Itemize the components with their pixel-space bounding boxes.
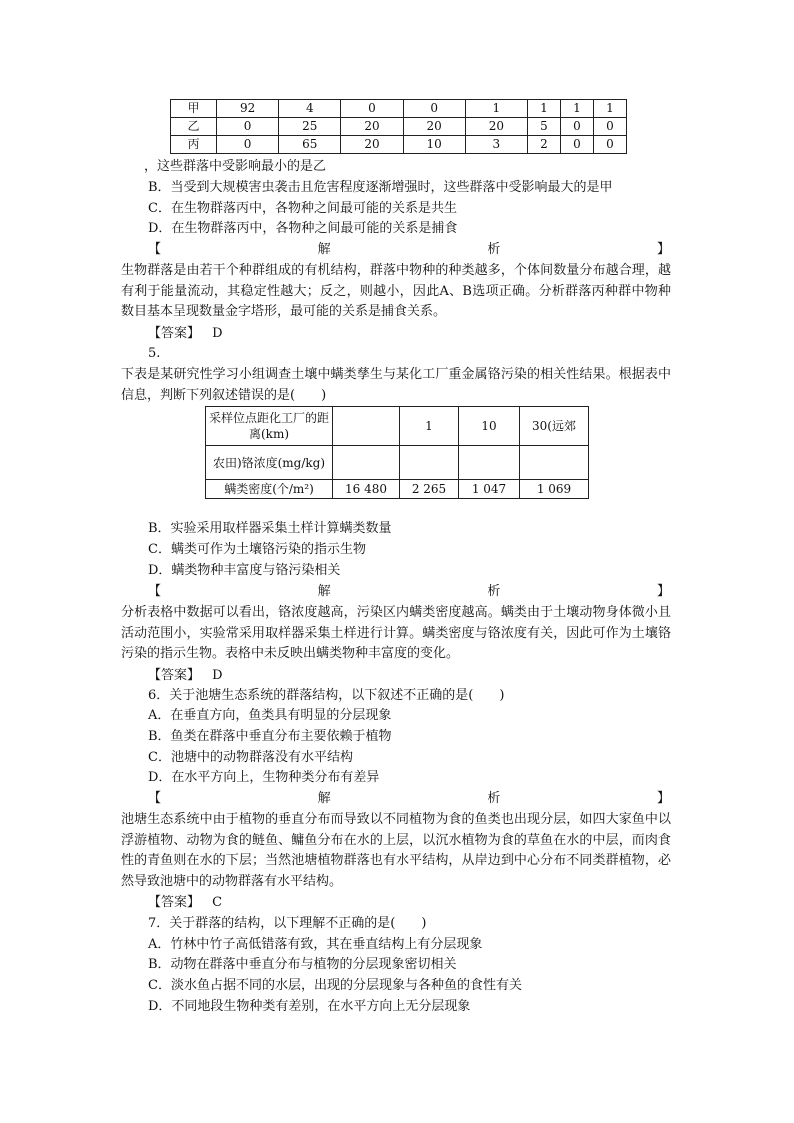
bracket-open: 【 [148, 791, 162, 806]
q6-analysis-heading [148, 789, 670, 809]
table-cell: 1 069 [520, 480, 589, 499]
table-row [206, 446, 589, 480]
table-cell: 1 [527, 100, 560, 118]
table-cell: 20 [341, 118, 403, 136]
table-cell: 20 [403, 118, 465, 136]
table-cell: 0 [560, 118, 593, 136]
q4-answer [148, 324, 223, 344]
table-row [171, 136, 627, 154]
table-cell: 20 [465, 118, 527, 136]
table-cell: 0 [217, 136, 279, 154]
table-cell: 1 [400, 407, 459, 446]
table-cell: 65 [279, 136, 341, 154]
q5-stem: 下表是某研究性学习小组调查土壤中螨类孳生与某化工厂重金属铬污染的相关性结果。根据表中信息，判断下列叙述错误的是( ) [121, 367, 671, 403]
table-cell [520, 446, 589, 480]
table-cell: 1 [560, 100, 593, 118]
answer-label: 【答案】 [148, 895, 201, 910]
answer-value: D [212, 326, 223, 341]
bracket-close: 】 [656, 791, 670, 806]
table-cell [333, 407, 400, 446]
answer-value: D [212, 668, 223, 683]
table-row [206, 407, 589, 446]
q5-number: 5. [148, 346, 161, 361]
table-row [171, 118, 627, 136]
answer-value: C [212, 895, 223, 910]
analysis-char: 析 [487, 584, 501, 599]
table-cell: 5 [527, 118, 560, 136]
analysis-char: 解 [317, 242, 331, 257]
table-cell: 3 [465, 136, 527, 154]
table-cell: 农田)铬浓度(mg/kg) [206, 446, 333, 480]
bracket-open: 【 [148, 584, 162, 599]
table-cell: 0 [217, 118, 279, 136]
table-cell: 16 480 [333, 480, 400, 499]
table-cell: 0 [560, 136, 593, 154]
q4-option-c: C．在生物群落丙中，各物种之间最可能的关系是共生 [148, 201, 457, 216]
bracket-close: 】 [656, 584, 670, 599]
table-row [206, 480, 589, 499]
table-cell: 1 [593, 100, 626, 118]
q5-analysis-text: 分析表格中数据可以看出，铬浓度越高，污染区内螨类密度越高。螨类由于土壤动物身体微小且活动范围小，实验常采用取样器采集土样进行计算。螨类密度与铬浓度有关，因此可作为土壤铬污染的指示生物。表格中未反映出螨类物种丰富度的变化。 [121, 605, 671, 661]
q5-option-c: C．螨类可作为土壤铬污染的指示生物 [148, 542, 366, 557]
q6-option-b: B．鱼类在群落中垂直分布主要依赖于植物 [148, 729, 392, 744]
q7-option-d: D．不同地段生物种类有差别，在水平方向上无分层现象 [148, 999, 471, 1014]
table-cell: 0 [593, 136, 626, 154]
table-cell: 0 [403, 100, 465, 118]
table-cell: 2 [527, 136, 560, 154]
table-cell: 30(远郊 [520, 407, 589, 446]
analysis-char: 析 [487, 242, 501, 257]
q6-stem: 6．关于池塘生态系统的群落结构，以下叙述不正确的是( ) [148, 688, 505, 703]
table-cell: 0 [593, 118, 626, 136]
analysis-char: 析 [487, 791, 501, 806]
row-label: 乙 [171, 118, 217, 136]
table-cell: 25 [279, 118, 341, 136]
q7-stem: 7．关于群落的结构，以下理解不正确的是( ) [148, 916, 427, 931]
analysis-char: 解 [317, 584, 331, 599]
q7-option-b: B．动物在群落中垂直分布与植物的分层现象密切相关 [148, 957, 457, 972]
table-cell [400, 446, 459, 480]
answer-label: 【答案】 [148, 668, 201, 683]
q5-analysis-heading [148, 582, 670, 602]
table-cell: 螨类密度(个/m²) [206, 480, 333, 499]
table-cell: 10 [403, 136, 465, 154]
table-cell: 4 [279, 100, 341, 118]
q5-option-d: D．螨类物种丰富度与铬污染相关 [148, 563, 341, 578]
bracket-close: 】 [656, 242, 670, 257]
q7-option-c: C．淡水鱼占据不同的水层，出现的分层现象与各种鱼的食性有关 [148, 978, 522, 993]
table-cell: 1 047 [459, 480, 520, 499]
table-cell: 采样位点距化工厂的距离(km) [206, 407, 333, 446]
q5-answer [148, 666, 223, 686]
q6-answer [148, 893, 222, 913]
mite-table [205, 406, 589, 499]
q4-analysis-heading [148, 240, 670, 260]
q4-analysis-text: 生物群落是由若干个种群组成的有机结构，群落中物种的种类越多，个体间数量分布越合理，越有利于能量流动，其稳定性越大；反之，则越小，因此A、B选项正确。分析群落丙种群中物种数目基本呈现数量金字塔形，最可能的关系是捕食关系。 [121, 263, 671, 319]
q7-option-a: A．竹林中竹子高低错落有致，其在垂直结构上有分层现象 [148, 937, 483, 952]
q4-option-d: D．在生物群落丙中，各物种之间最可能的关系是捕食 [148, 221, 458, 236]
analysis-char: 解 [317, 791, 331, 806]
q6-option-d: D．在水平方向上，生物种类分布有差异 [148, 770, 380, 785]
answer-label: 【答案】 [148, 326, 201, 341]
table-cell: 10 [459, 407, 520, 446]
table-cell: 20 [341, 136, 403, 154]
q4-option-a-tail: ，这些群落中受影响最小的是乙 [144, 159, 327, 174]
table-cell: 0 [341, 100, 403, 118]
table-cell: 92 [217, 100, 279, 118]
q6-option-c: C．池塘中的动物群落没有水平结构 [148, 750, 353, 765]
row-label: 丙 [171, 136, 217, 154]
q6-analysis-text: 池塘生态系统中由于植物的垂直分布而导致以不同植物为食的鱼类也出现分层，如四大家鱼中以浮游植物、动物为食的鲢鱼、鳙鱼分布在水的上层，以沉水植物为食的草鱼在水的中层，而肉食性的青鱼则在水的下层；当然池塘植物群落也有水平结构，从岸边到中心分布不同类群植物，必然导致池塘中的动物群落有水平结构。 [121, 812, 671, 889]
q4-option-b: B．当受到大规模害虫袭击且危害程度逐渐增强时，这些群落中受影响最大的是甲 [148, 180, 613, 195]
row-label: 甲 [171, 100, 217, 118]
q6-option-a: A．在垂直方向，鱼类具有明显的分层现象 [148, 708, 392, 723]
table-cell [459, 446, 520, 480]
table-cell [333, 446, 400, 480]
table-cell: 2 265 [400, 480, 459, 499]
community-table [170, 99, 627, 154]
table-row [171, 100, 627, 118]
bracket-open: 【 [148, 242, 162, 257]
q5-option-b: B．实验采用取样器采集土样计算螨类数量 [148, 521, 392, 536]
table-cell: 1 [465, 100, 527, 118]
